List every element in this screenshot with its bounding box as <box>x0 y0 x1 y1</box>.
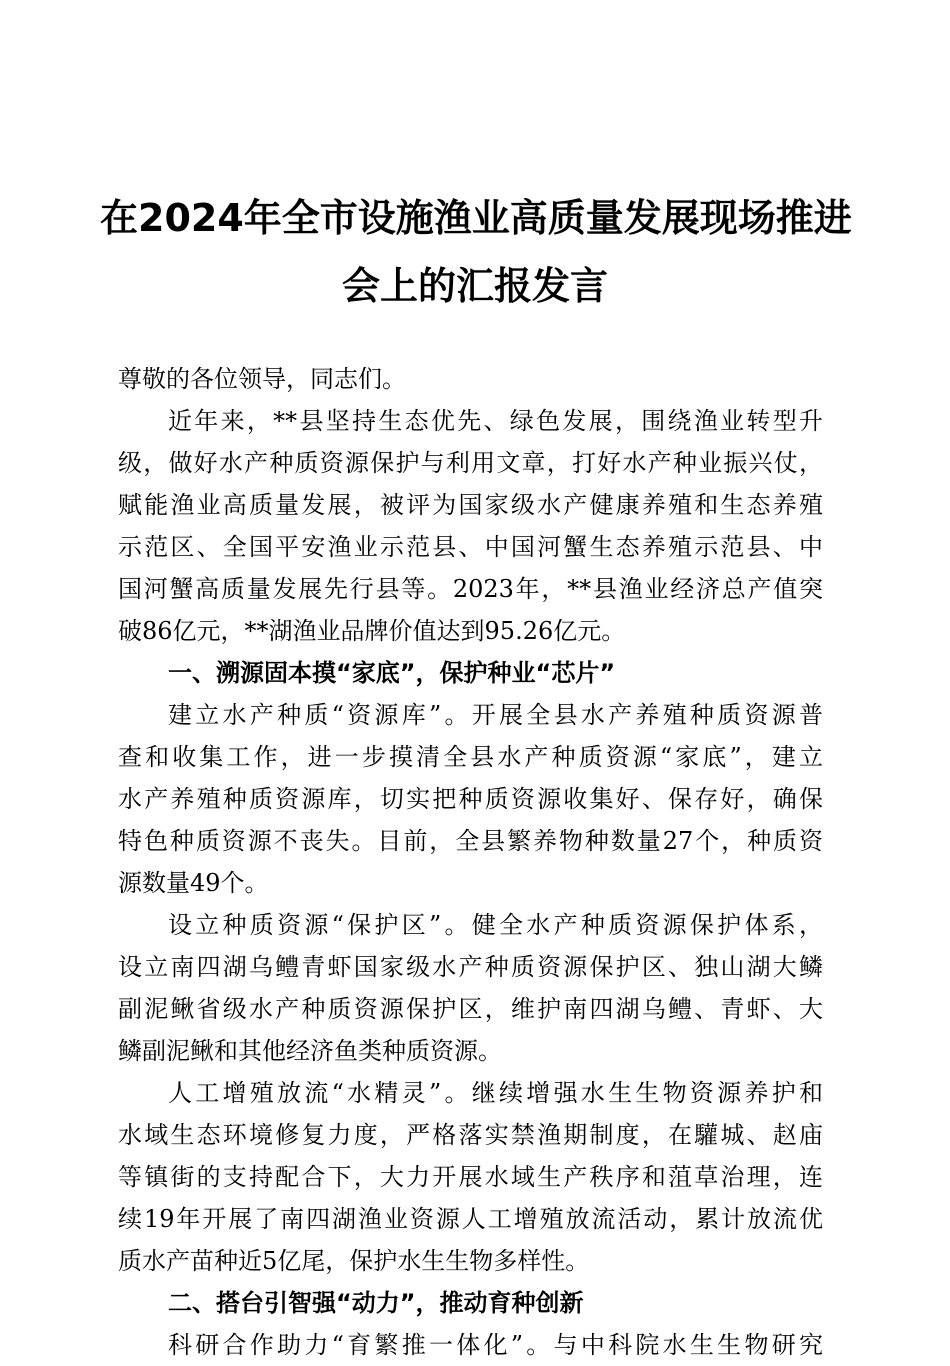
body-line: 源数量49个。 <box>118 869 269 897</box>
document-body <box>118 358 823 1366</box>
body-line: 示范区、全国平安渔业示范县、中国河蟹生态养殖示范县、中 <box>118 533 823 561</box>
body-line: 水域生态环境修复力度，严格落实禁渔期制度，在驩城、赵庙 <box>118 1121 823 1149</box>
body-line: 近年来，**县坚持生态优先、绿色发展，围绕渔业转型升 <box>168 407 823 435</box>
body-line: 人工增殖放流“水精灵”。继续增强水生生物资源养护和 <box>168 1079 823 1107</box>
body-line: 续19年开展了南四湖渔业资源人工增殖放流活动，累计放流优 <box>118 1205 823 1233</box>
section-heading: 二、搭台引智强“动力”，推动育种创新 <box>168 1289 584 1317</box>
document-title-line-2: 会上的汇报发言 <box>341 264 608 308</box>
body-line: 级，做好水产种质资源保护与利用文章，打好水产种业振兴仗， <box>118 449 823 477</box>
body-line: 设立种质资源“保护区”。健全水产种质资源保护体系， <box>168 911 823 939</box>
body-line: 鳞副泥鳅和其他经济鱼类种质资源。 <box>118 1037 502 1065</box>
body-line: 赋能渔业高质量发展，被评为国家级水产健康养殖和生态养殖 <box>118 491 823 519</box>
body-line: 破86亿元，**湖渔业品牌价值达到95.26亿元。 <box>118 617 626 645</box>
body-line: 副泥鳅省级水产种质资源保护区，维护南四湖乌鳢、青虾、大 <box>118 995 823 1023</box>
document-title-line-1: 在2024年全市设施渔业高质量发展现场推进 <box>100 196 852 240</box>
body-line: 查和收集工作，进一步摸清全县水产种质资源“家底”，建立 <box>118 743 823 771</box>
body-line: 建立水产种质“资源库”。开展全县水产养殖种质资源普 <box>168 701 823 729</box>
body-line: 尊敬的各位领导，同志们。 <box>118 365 406 393</box>
body-line: 水产养殖种质资源库，切实把种质资源收集好、保存好，确保 <box>118 785 823 813</box>
body-line: 质水产苗种近5亿尾，保护水生生物多样性。 <box>118 1247 590 1275</box>
body-line: 国河蟹高质量发展先行县等。2023年，**县渔业经济总产值突 <box>118 575 823 603</box>
body-line: 科研合作助力“育繁推一体化”。与中科院水生生物研究 <box>168 1331 823 1359</box>
body-line: 特色种质资源不丧失。目前，全县繁养物种数量27个，种质资 <box>118 827 823 855</box>
body-line: 等镇街的支持配合下，大力开展水域生产秩序和菹草治理，连 <box>118 1163 823 1191</box>
body-line: 设立南四湖乌鳢青虾国家级水产种质资源保护区、独山湖大鳞 <box>118 953 823 981</box>
section-heading: 一、溯源固本摸“家底”，保护种业“芯片” <box>168 659 616 687</box>
